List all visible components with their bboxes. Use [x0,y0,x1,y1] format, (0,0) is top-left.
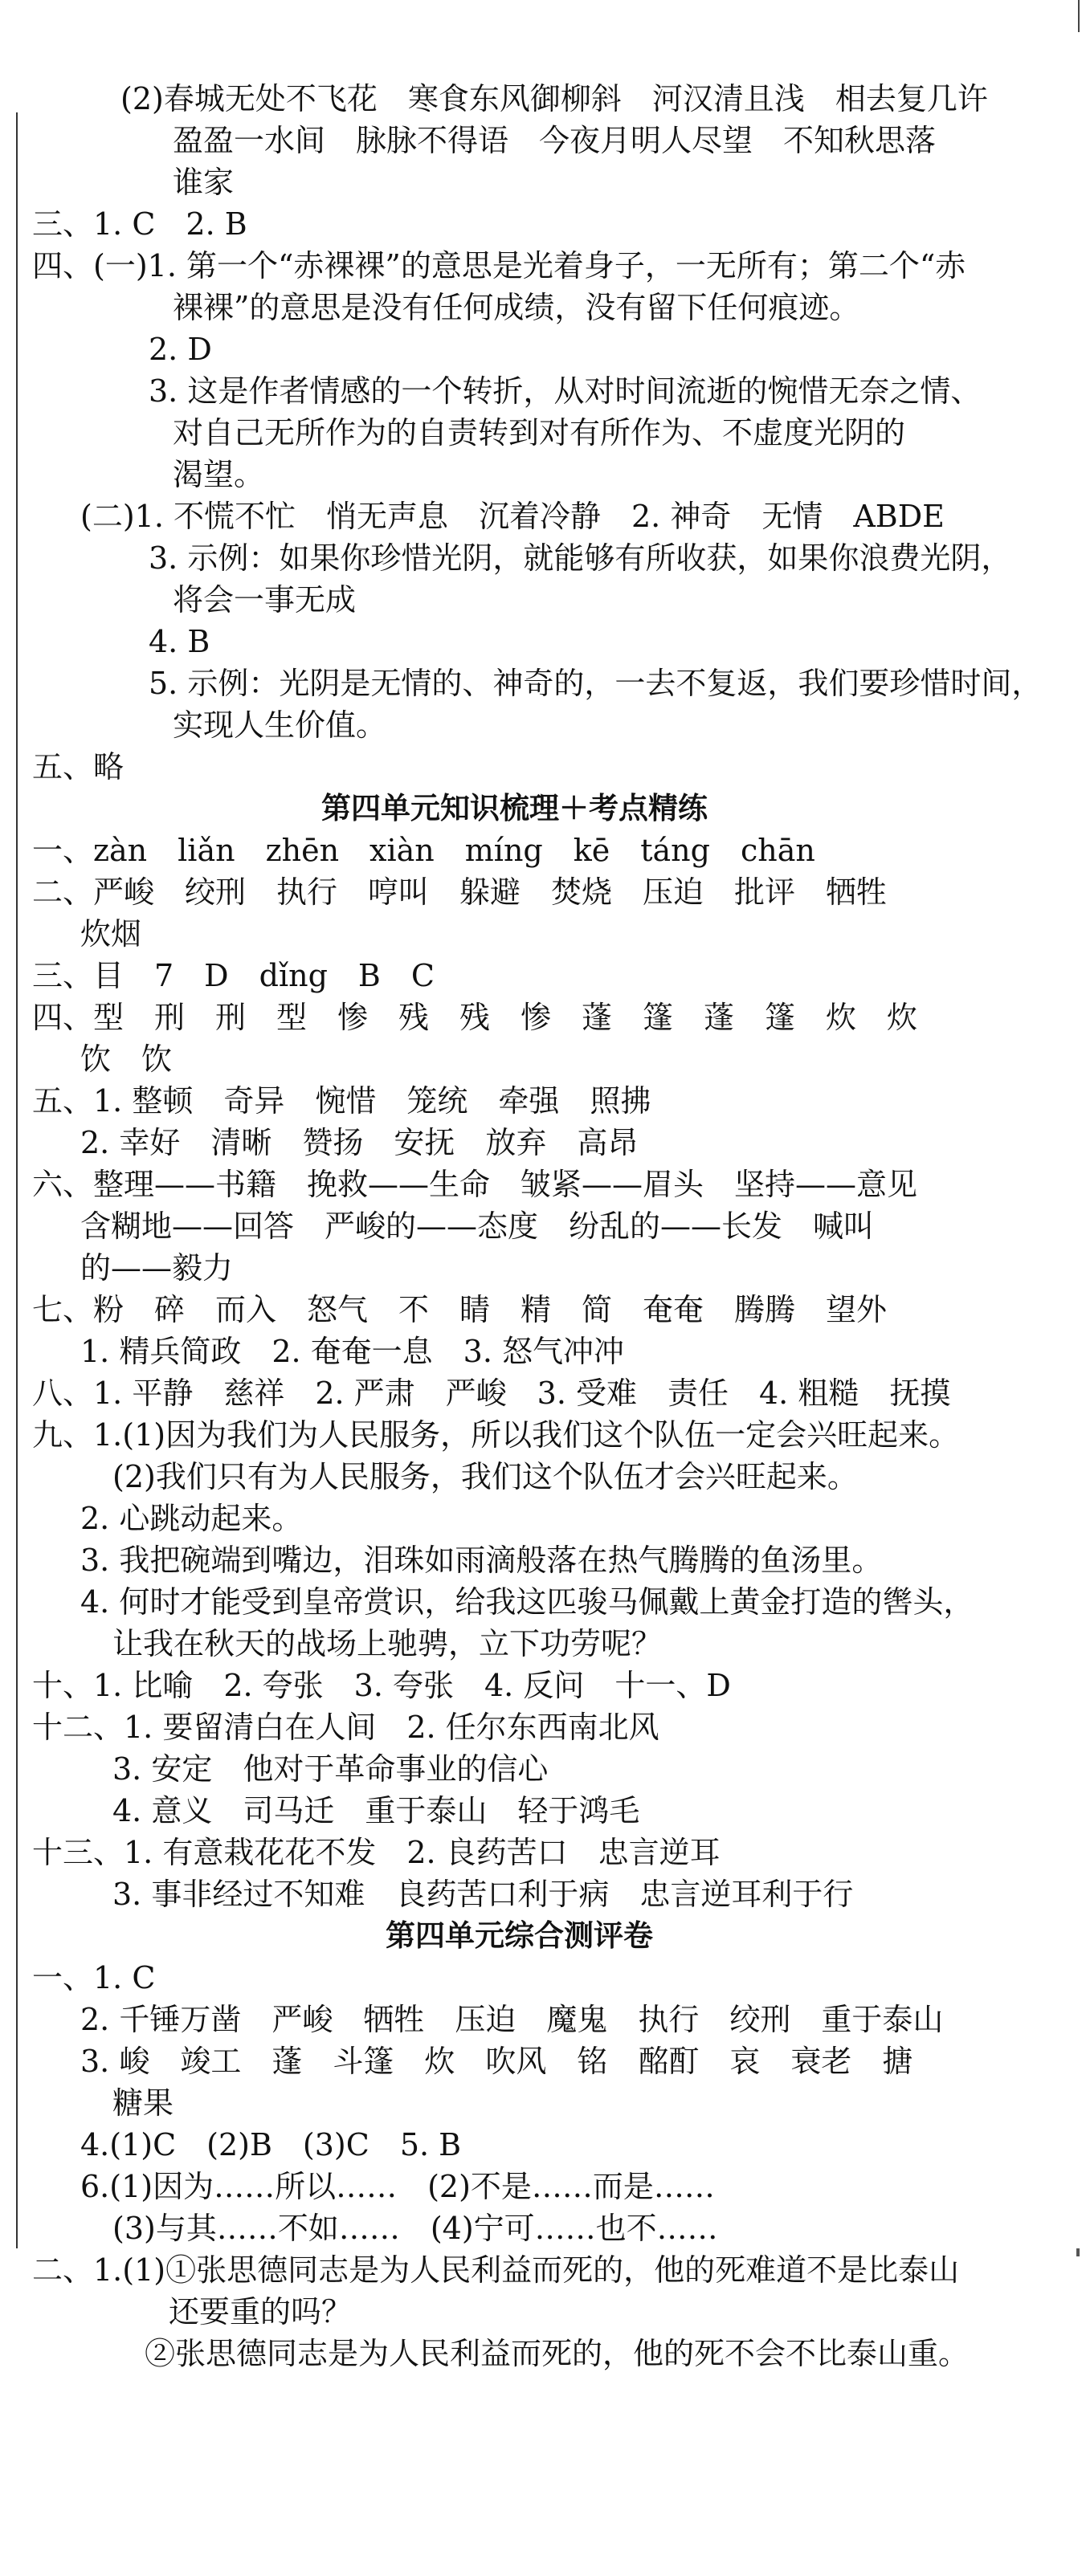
section-heading: 第四单元知识梳理＋考点精练 [321,791,708,825]
answer-line: 2. 心跳动起来。 [80,1501,303,1536]
answer-line: 饮 饮 [80,1041,173,1077]
answer-line: 2. 幸好 清晰 赞扬 安抚 放弃 高昂 [80,1125,639,1160]
top-right-rule [1078,0,1080,32]
answer-line: 1. 精兵简政 2. 奄奄一息 3. 怒气冲冲 [80,1334,625,1369]
answer-line: 4. 何时才能受到皇帝赏识，给我这匹骏马佩戴上黄金打造的辔头， [80,1584,974,1620]
answer-line: 2. 千锤万凿 严峻 牺牲 压迫 魔鬼 执行 绞刑 重于泰山 [80,2002,944,2037]
answer-line: 十、1. 比喻 2. 夸张 3. 夸张 4. 反问 十一、D [32,1668,731,1703]
answer-line: 实现人生价值。 [173,707,387,743]
answer-line: 4. B [149,624,210,659]
answer-line: 将会一事无成 [173,582,357,618]
answer-line: 裸裸”的意思是没有任何成绩，没有留下任何痕迹。 [173,290,860,325]
answer-line: 3. 峻 竣工 蓬 斗篷 炊 吹风 铭 酩酊 哀 衰老 搪 [80,2044,913,2079]
answer-line: 3. 事非经过不知难 良药苦口利于病 忠言逆耳利于行 [112,1877,854,1912]
answer-line: 炊烟 [80,916,142,952]
answer-line: 糖果 [112,2085,174,2121]
answer-line: 四、型 刑 刑 型 惨 残 残 惨 蓬 篷 蓬 篷 炊 炊 [32,1000,918,1035]
answer-line: 五、略 [32,749,125,785]
answer-line: 二、严峻 绞刑 执行 哼叫 躲避 焚烧 压迫 批评 牺牲 [32,874,888,910]
left-margin-rule [16,112,18,2248]
answer-line: 4.(1)C (2)B (3)C 5. B [80,2127,462,2162]
answer-line: 十三、1. 有意栽花花不发 2. 良药苦口 忠言逆耳 [32,1835,721,1870]
answer-line: 一、1. C [32,1960,156,1995]
answer-line: 渴望。 [173,457,265,492]
answer-line: 一、zàn liǎn zhēn xiàn míng kē táng chān [32,833,815,868]
answer-line: 3. 示例：如果你珍惜光阴，就能够有所收获，如果你浪费光阴， [149,540,1012,576]
answer-line: 八、1. 平静 慈祥 2. 严肃 严峻 3. 受难 责任 4. 粗糙 抚摸 [32,1376,951,1411]
answer-line: 的——毅力 [80,1250,234,1286]
answer-line: 十二、1. 要留清白在人间 2. 任尔东西南北风 [32,1710,659,1745]
answer-line: 还要重的吗？ [169,2294,353,2329]
answer-line: (3)与其……不如…… (4)宁可……也不…… [112,2211,718,2246]
answer-line: 五、1. 整顿 奇异 惋惜 笼统 牵强 照拂 [32,1083,651,1119]
answer-line: 三、1. C 2. B [32,206,247,242]
answer-line: 4. 意义 司马迁 重于泰山 轻于鸿毛 [112,1793,640,1828]
answer-line: 2. D [149,332,212,367]
answer-line: 二、1.(1)①张思德同志是为人民利益而死的，他的死难道不是比泰山 [32,2252,960,2288]
answer-line: 盈盈一水间 脉脉不得语 今夜月明人尽望 不知秋思落 [173,123,937,158]
answer-line: 6.(1)因为……所以…… (2)不是……而是…… [80,2169,715,2204]
answer-line: 三、目 7 D dǐng B C [32,958,435,993]
answer-line: 3. 这是作者情感的一个转折，从对时间流逝的惋惜无奈之情、 [149,373,982,409]
right-edge-mark [1076,2248,1080,2256]
section-heading: 第四单元综合测评卷 [386,1918,653,1953]
answer-line: 含糊地——回答 严峻的——态度 纷乱的——长发 喊叫 [80,1209,875,1244]
answer-line: 对自己无所作为的自责转到对有所作为、不虚度光阴的 [173,415,906,450]
answer-line: 3. 我把碗端到嘴边，泪珠如雨滴般落在热气腾腾的鱼汤里。 [80,1543,883,1578]
answer-line: 九、1.(1)因为我们为人民服务，所以我们这个队伍一定会兴旺起来。 [32,1417,960,1453]
answer-line: 3. 安定 他对于革命事业的信心 [112,1751,549,1787]
answer-line: ②张思德同志是为人民利益而死的，他的死不会不比泰山重。 [145,2336,970,2371]
answer-line: 5. 示例：光阴是无情的、神奇的，一去不复返，我们要珍惜时间， [149,666,1043,701]
answer-line: (二)1. 不慌不忙 悄无声息 沉着冷静 2. 神奇 无情 ABDE [80,499,945,534]
answer-line: 四、(一)1. 第一个“赤裸裸”的意思是光着身子，一无所有；第二个“赤 [32,248,966,283]
answer-line: 谁家 [173,165,235,200]
answer-line: (2)春城无处不飞花 寒食东风御柳斜 河汉清且浅 相去复几许 [120,81,988,116]
answer-line: 六、整理——书籍 挽救——生命 皱紧——眉头 坚持——意见 [32,1167,918,1202]
answer-line: (2)我们只有为人民服务，我们这个队伍才会兴旺起来。 [112,1459,858,1494]
answer-line: 让我在秋天的战场上驰骋，立下功劳呢？ [112,1626,663,1661]
answer-line: 七、粉 碎 而入 怒气 不 睛 精 简 奄奄 腾腾 望外 [32,1292,888,1327]
